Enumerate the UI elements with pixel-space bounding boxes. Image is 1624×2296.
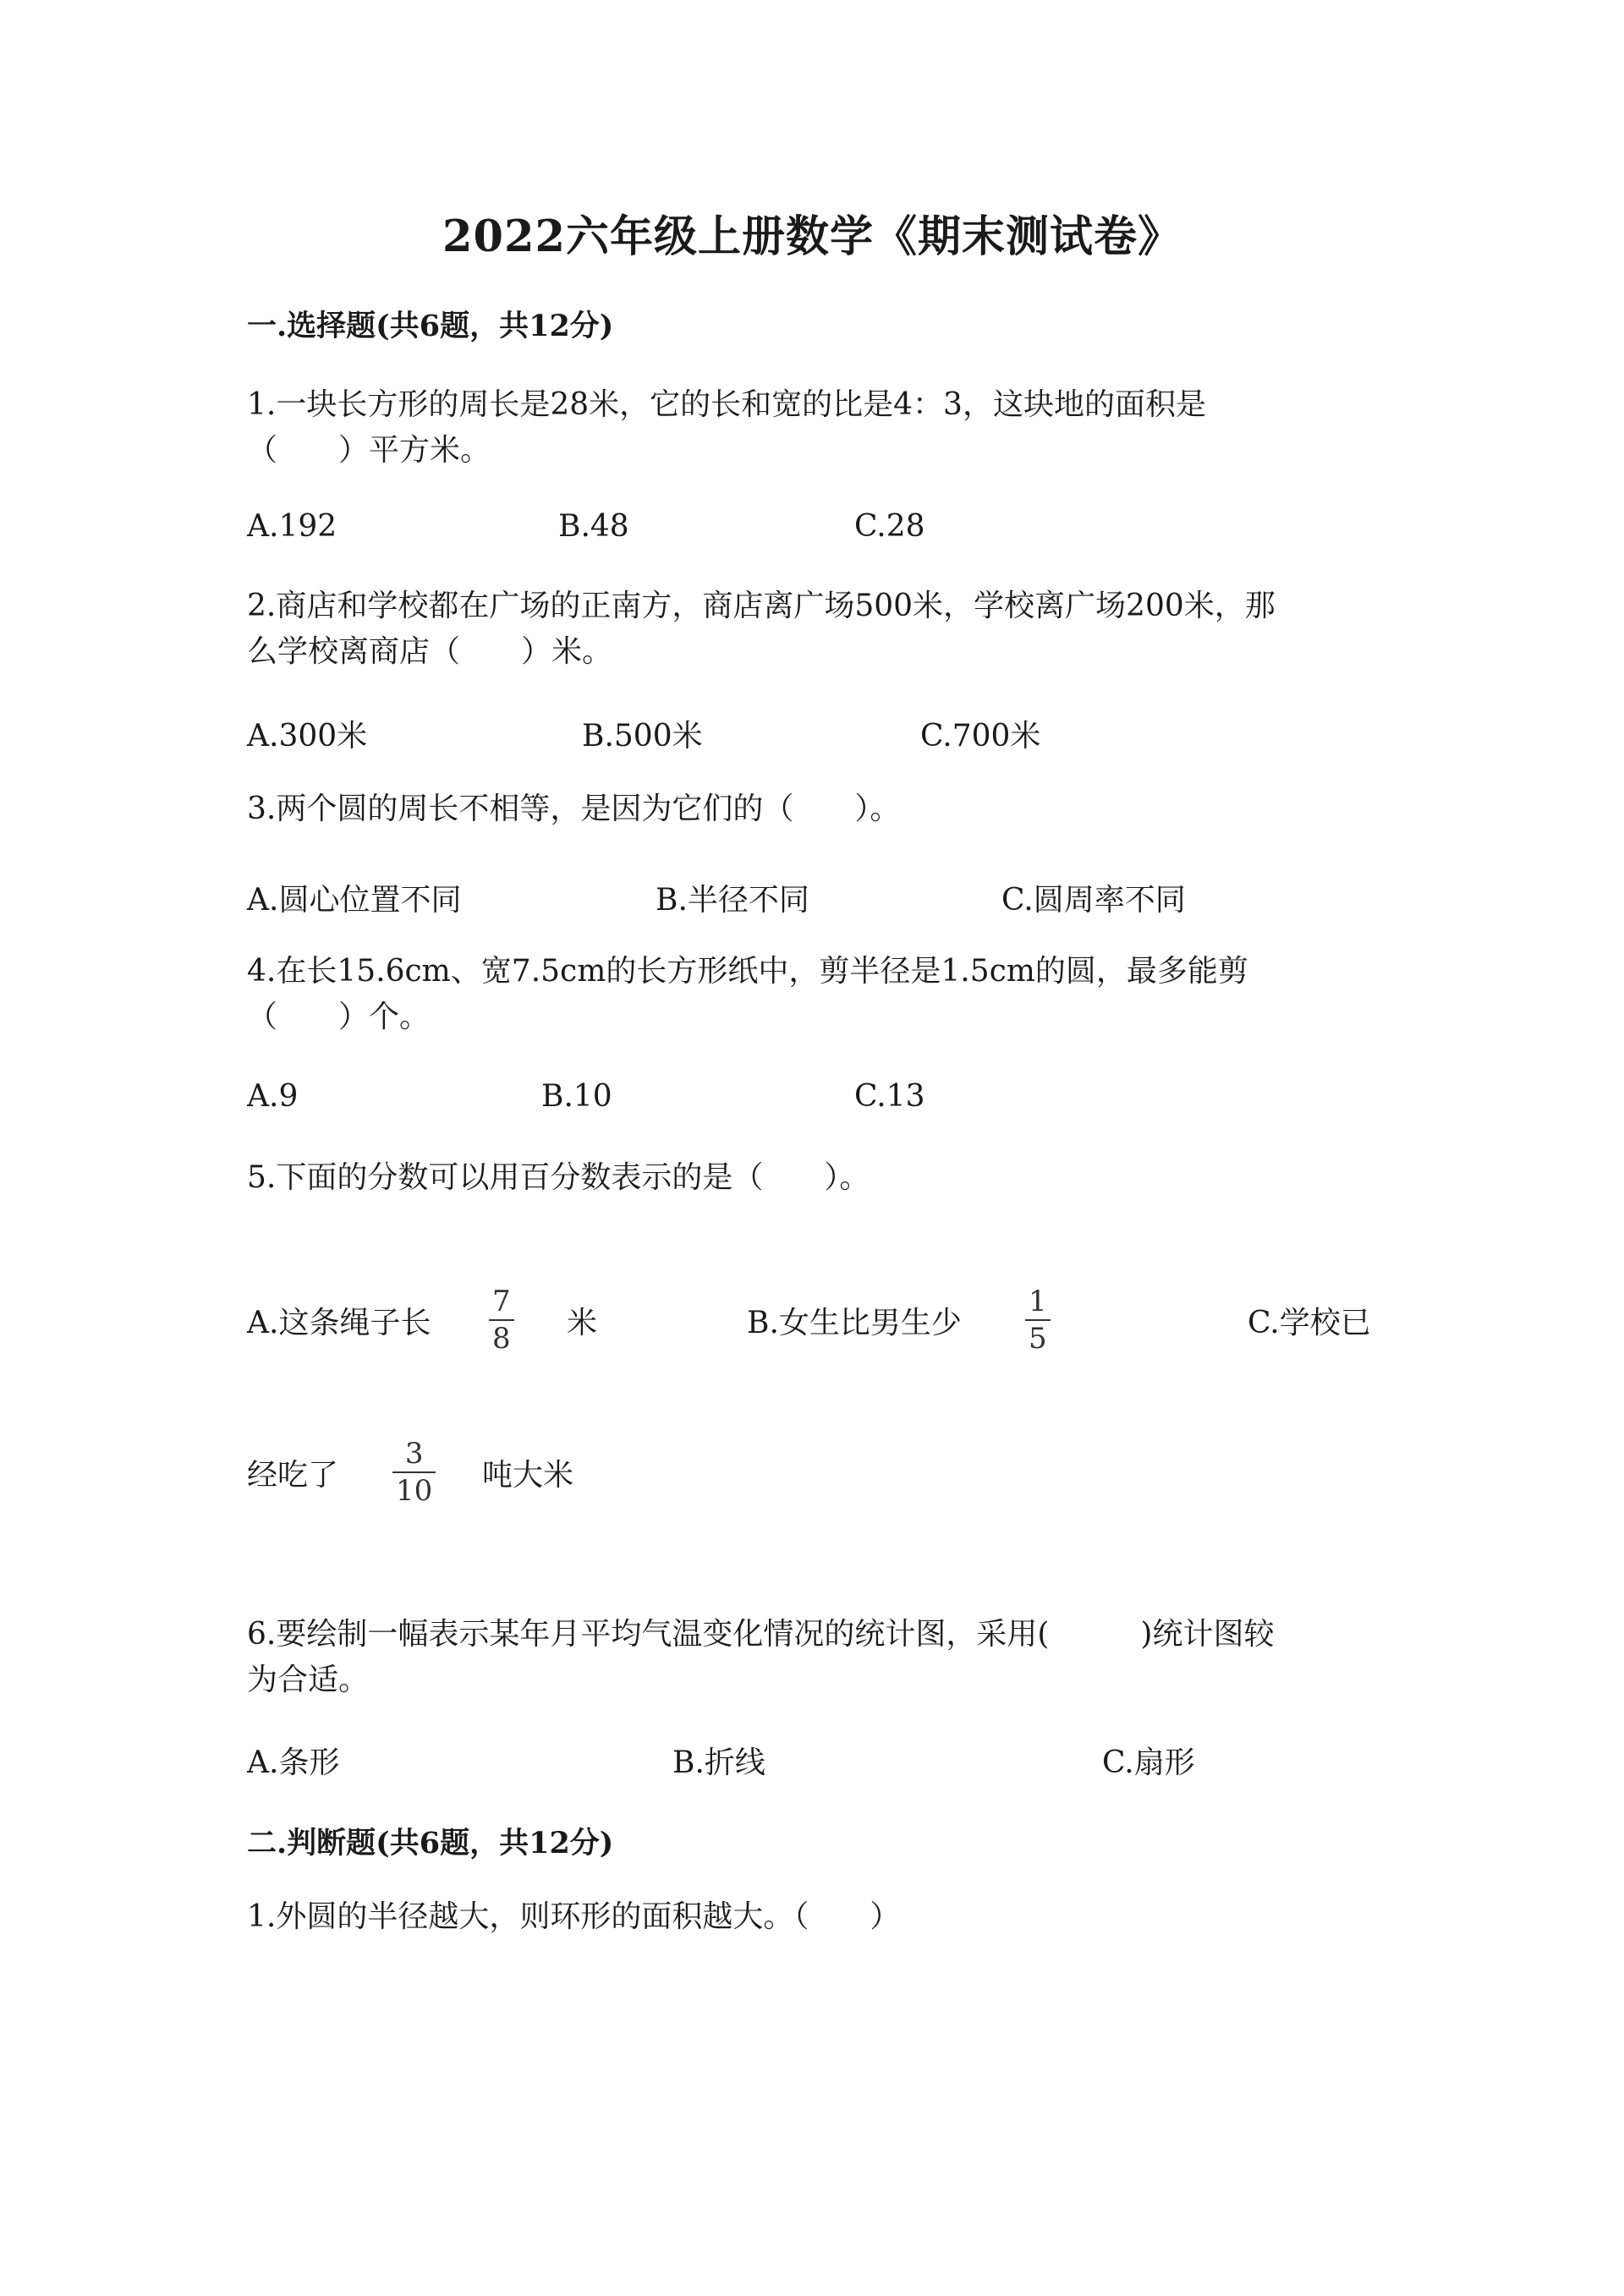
- q1-option-b: B.48: [558, 509, 629, 544]
- q3-option-b: B.半径不同: [656, 883, 809, 918]
- question-4: [247, 949, 1248, 1040]
- section-heading-choice: 一.选择题(共6题，共12分): [247, 309, 614, 343]
- q6-option-c: C.扇形: [1102, 1745, 1195, 1780]
- question-2-line-2: 么学校离商店（ ）米。: [247, 634, 613, 669]
- question-2: [247, 584, 1276, 675]
- question-5: [247, 1155, 870, 1201]
- question-5-line-1: 5.下面的分数可以用百分数表示的是（ ）。: [247, 1160, 870, 1195]
- fraction-bar: [392, 1471, 436, 1473]
- judgment-question-1: [247, 1894, 900, 1940]
- q5-option-b-denominator: 5: [1029, 1322, 1047, 1356]
- q5-option-a-numerator: 7: [492, 1285, 511, 1318]
- q5-option-b-numerator: 1: [1029, 1285, 1047, 1318]
- section-heading-judgment: 二.判断题(共6题，共12分): [247, 1826, 614, 1860]
- question-2-line-1: 2.商店和学校都在广场的正南方，商店离广场500米，学校离广场200米，那: [247, 589, 1276, 623]
- question-6: [247, 1612, 1274, 1703]
- page-title: 2022六年级上册数学《期末测试卷》: [442, 211, 1182, 262]
- q5-option-a-denominator: 8: [492, 1322, 511, 1356]
- q5-option-c-fraction: [392, 1438, 436, 1507]
- q5-option-c-line-2: 经吃了: [247, 1458, 339, 1493]
- q2-option-c: C.700米: [920, 719, 1041, 753]
- q2-option-b: B.500米: [582, 719, 703, 753]
- question-4-line-2: （ ）个。: [247, 1000, 431, 1034]
- q5-option-b-fraction: [1025, 1285, 1051, 1355]
- q5-option-c-denominator: 10: [396, 1474, 433, 1508]
- q5-option-a-prefix: A.这条绳子长: [247, 1306, 431, 1340]
- q6-option-a: A.条形: [247, 1745, 340, 1780]
- q5-option-c-suffix: 吨大米: [482, 1458, 574, 1493]
- q3-option-a: A.圆心位置不同: [247, 883, 462, 918]
- q5-option-a-fraction: [489, 1285, 514, 1355]
- q6-option-b: B.折线: [672, 1745, 765, 1780]
- q5-option-b-prefix: B.女生比男生少: [747, 1306, 962, 1340]
- q4-option-b: B.10: [541, 1079, 612, 1114]
- q5-option-c-prefix: C.学校已: [1248, 1306, 1371, 1340]
- question-1-line-1: 1.一块长方形的周长是28米，它的长和宽的比是4：3，这块地的面积是: [247, 387, 1206, 422]
- fraction-bar: [1025, 1319, 1051, 1321]
- question-1: [247, 382, 1206, 474]
- question-1-line-2: （ ）平方米。: [247, 433, 491, 468]
- question-6-line-1: 6.要绘制一幅表示某年月平均气温变化情况的统计图，采用( )统计图较: [247, 1617, 1275, 1652]
- fraction-bar: [489, 1319, 514, 1321]
- q1-option-c: C.28: [854, 509, 925, 544]
- q4-option-c: C.13: [854, 1079, 925, 1114]
- q3-option-c: C.圆周率不同: [1001, 883, 1186, 918]
- q2-option-a: A.300米: [247, 719, 368, 753]
- q4-option-a: A.9: [247, 1079, 299, 1114]
- q1-option-a: A.192: [247, 509, 337, 544]
- q5-option-c-numerator: 3: [404, 1437, 424, 1471]
- q5-option-a-suffix: 米: [567, 1306, 598, 1340]
- question-3: [247, 786, 900, 832]
- question-6-line-2: 为合适。: [247, 1663, 370, 1697]
- question-3-line-1: 3.两个圆的周长不相等，是因为它们的（ ）。: [247, 792, 901, 826]
- judgment-question-1-line-1: 1.外圆的半径越大，则环形的面积越大。（ ）: [247, 1899, 901, 1934]
- question-4-line-1: 4.在长15.6cm、宽7.5cm的长方形纸中，剪半径是1.5cm的圆，最多能剪: [247, 954, 1248, 989]
